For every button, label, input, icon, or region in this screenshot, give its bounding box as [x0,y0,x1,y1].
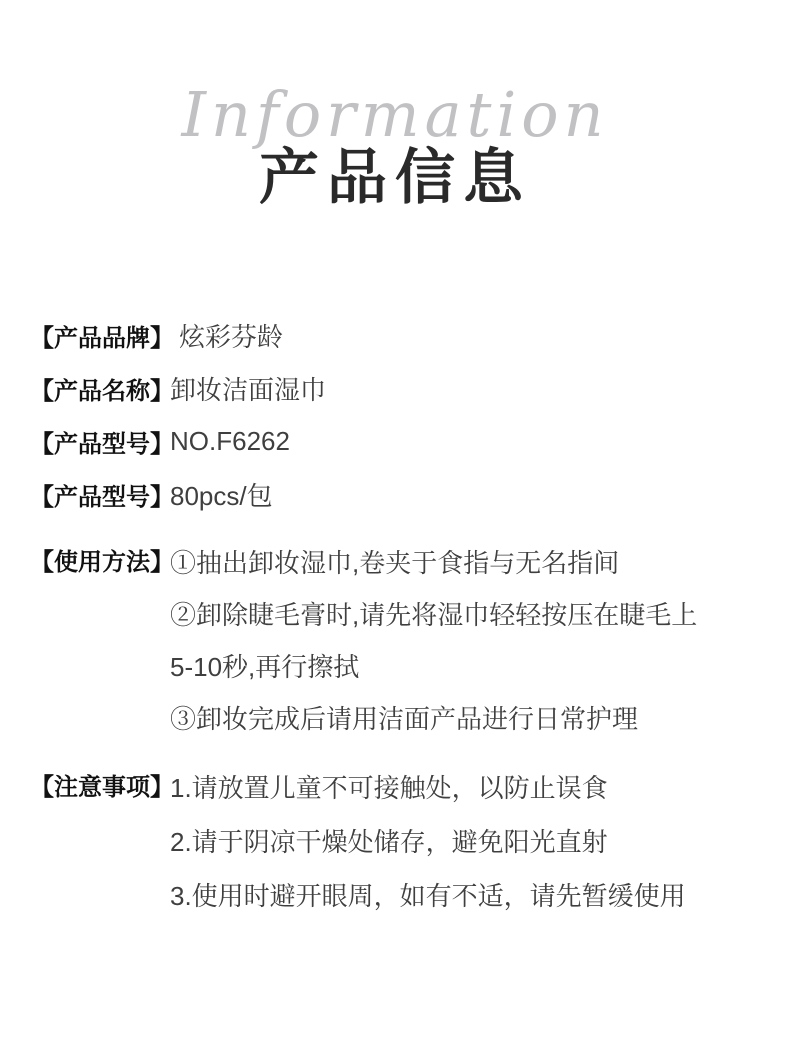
usage-instructions-label: 【使用方法】 [30,549,174,576]
precaution-2: 2.请于阴凉干燥处储存，避免阳光直射 [170,827,608,857]
row-product-model [30,415,770,468]
row-product-brand [30,309,770,362]
precautions-lines [170,761,686,923]
decorative-script-title: Information [181,78,609,151]
usage-step-1: ①抽出卸妆湿巾,卷夹于食指与无名指间 [170,548,620,578]
usage-instructions-lines [170,537,697,745]
precautions-section [30,761,770,923]
product-brand-value: 炫彩芬龄 [179,322,284,352]
product-name-value: 卸妆洁面湿巾 [170,375,327,405]
row-product-quantity [30,468,770,521]
product-brand-label: 【产品品牌】 [30,325,174,352]
product-attribute-list [30,309,770,521]
precaution-3: 3.使用时避开眼周，如有不适，请先暂缓使用 [170,881,686,911]
product-quantity-value: 80pcs/包 [170,481,273,511]
precautions-label: 【注意事项】 [30,774,174,801]
usage-step-2: ②卸除睫毛膏时,请先将湿巾轻轻按压在睫毛上 [170,600,698,630]
product-model-label: 【产品型号】 [30,431,174,458]
usage-step-2-continued: 5-10秒,再行擦拭 [170,652,360,682]
page-header [0,78,790,210]
product-name-label: 【产品名称】 [30,378,174,405]
page-title: 产品信息 [259,144,531,211]
row-product-name [30,362,770,415]
product-quantity-label: 【产品型号】 [30,484,174,511]
product-info-content [0,309,790,923]
usage-step-3: ③卸妆完成后请用洁面产品进行日常护理 [170,704,639,734]
usage-instructions-section [30,537,770,745]
product-model-value: NO.F6262 [170,426,290,456]
precaution-1: 1.请放置儿童不可接触处，以防止误食 [170,773,608,803]
